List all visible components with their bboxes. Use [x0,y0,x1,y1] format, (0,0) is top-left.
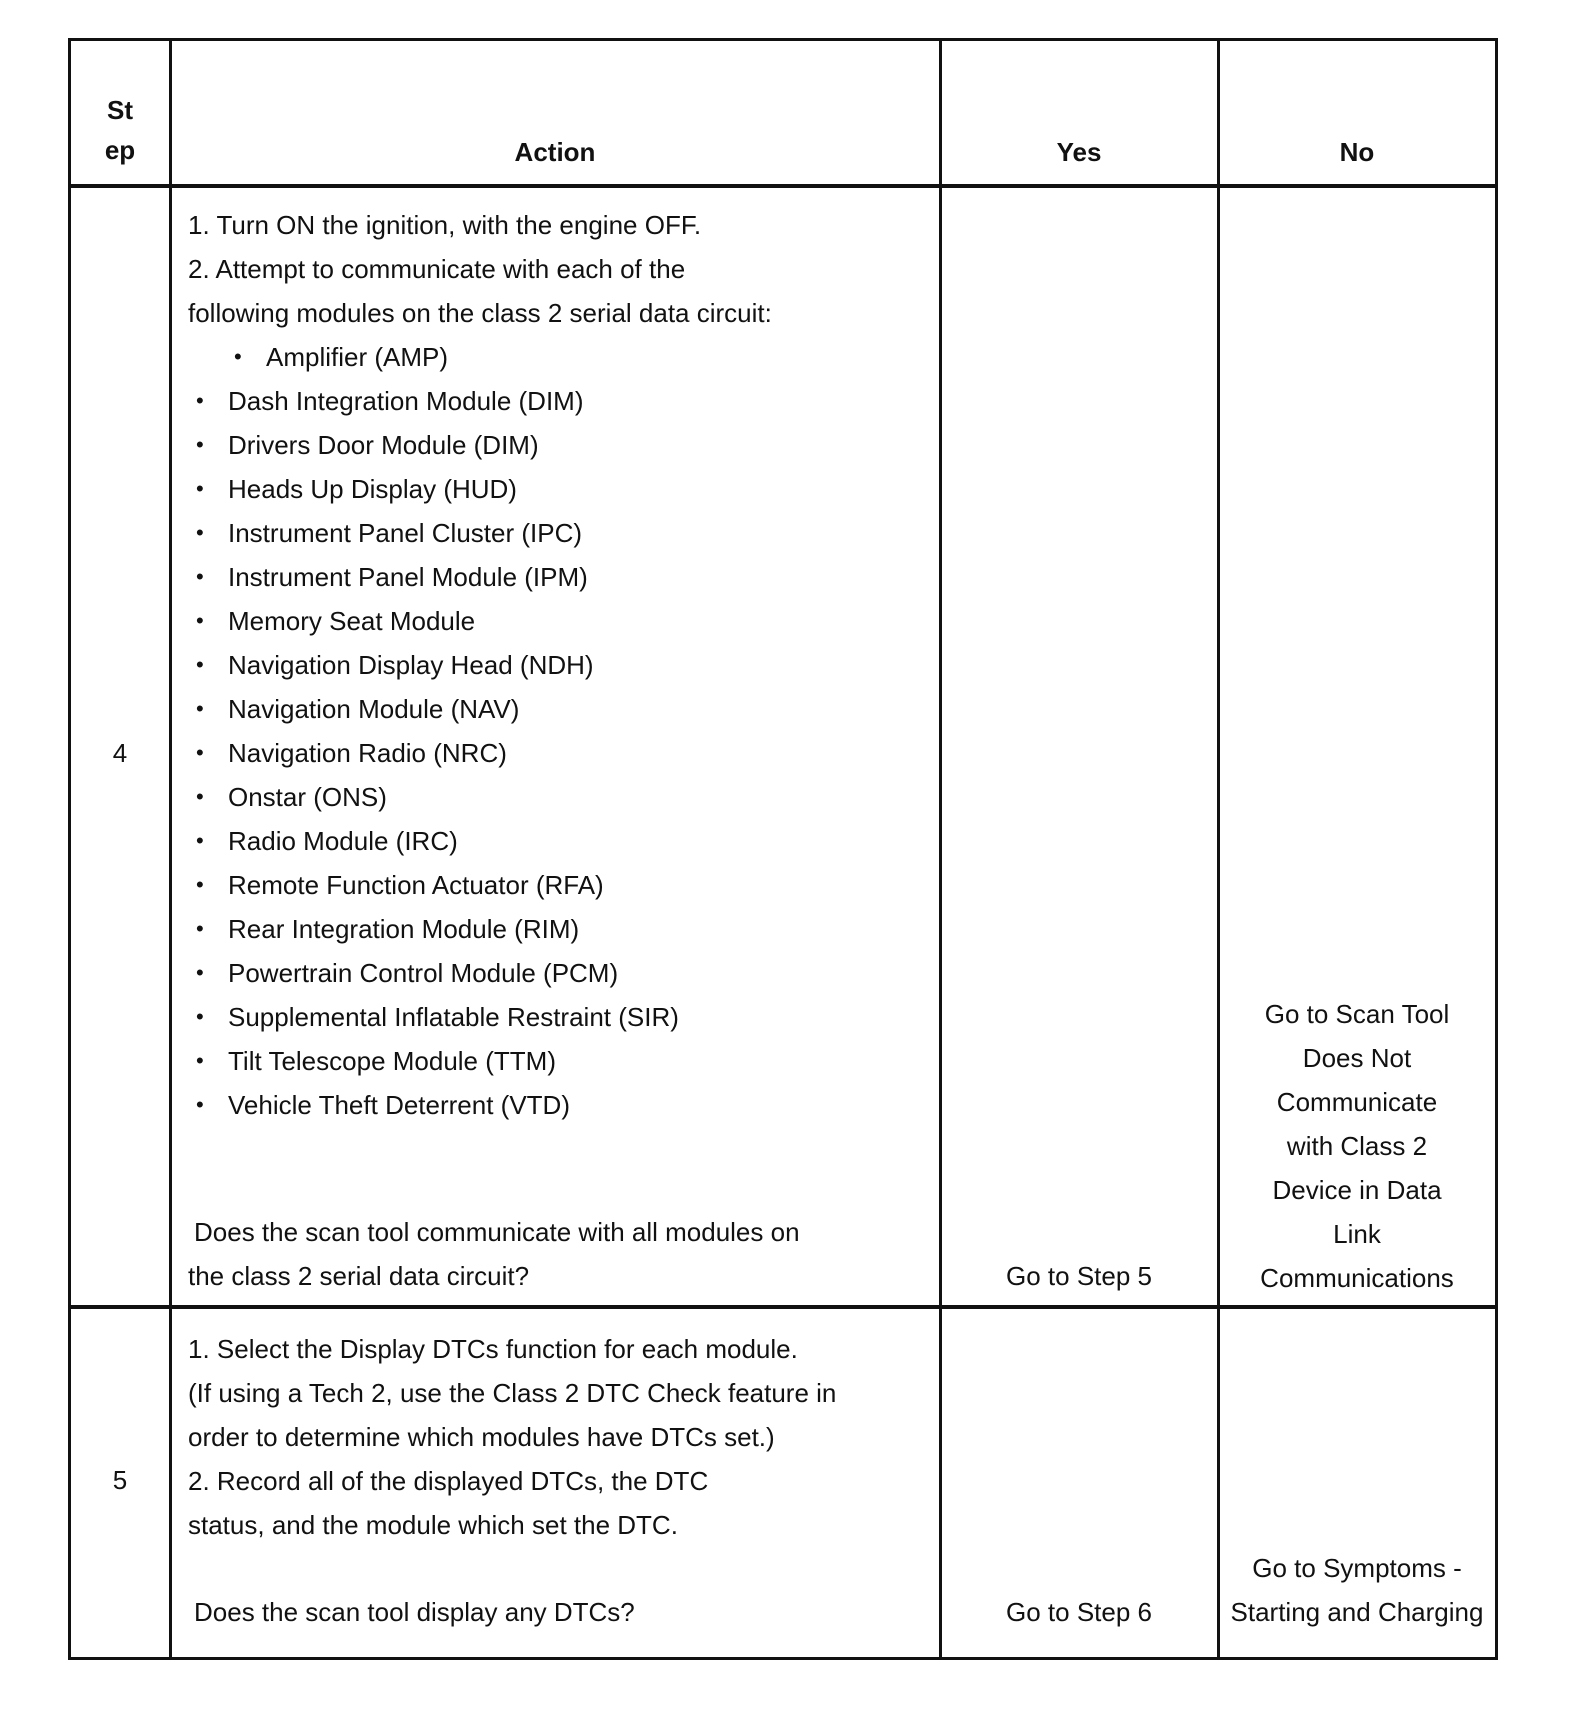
question-line: Does the scan tool communicate with all modules on [194,1217,800,1247]
module-item: • Remote Function Actuator (RFA) [228,863,604,907]
module-item: • Supplemental Inflatable Restraint (SIR) [228,995,679,1039]
header-action: Action [514,137,596,167]
column-divider-step [169,38,172,1660]
module-item: • Vehicle Theft Deterrent (VTD) [228,1083,570,1127]
module-item: • Tilt Telescope Module (TTM) [228,1039,556,1083]
module-item: • Radio Module (IRC) [228,819,458,863]
no-result-step-4 [1220,992,1494,1300]
no-result-line: Communicate [1276,1087,1438,1117]
module-item: • Heads Up Display (HUD) [228,467,517,511]
column-divider-action [939,38,942,1660]
module-item: • Memory Seat Module [228,599,475,643]
yes-result-step-4: Go to Step 5 [1006,1261,1152,1291]
no-result-line: Device in Data [1272,1175,1442,1205]
module-item: • Amplifier (AMP) [266,335,448,379]
header-step-line1: St [107,95,133,125]
module-item: • Instrument Panel Cluster (IPC) [228,511,582,555]
no-result-line: Communications [1260,1263,1454,1293]
header-step [72,90,168,170]
action-line: following modules on the class 2 serial data circuit: [188,298,772,328]
question-line: the class 2 serial data circuit? [188,1261,530,1291]
table-border-left [68,38,71,1660]
no-result-line: Go to Symptoms - [1252,1553,1462,1583]
no-result-line: Does Not [1302,1043,1412,1073]
table-border-right [1495,38,1498,1660]
diagnostic-table [68,38,1498,1660]
yes-result-step-5: Go to Step 6 [1006,1597,1152,1627]
module-item: • Dash Integration Module (DIM) [228,379,583,423]
module-item: • Navigation Radio (NRC) [228,731,507,775]
action-line: 1. Turn ON the ignition, with the engine OFF. [188,210,702,240]
step-number-4: 4 [112,738,128,768]
step-number-5: 5 [112,1465,128,1495]
action-cell-step-5 [188,38,938,1656]
header-no: No [1339,137,1375,167]
action-line: 2. Attempt to communicate with each of the [188,254,686,284]
action-line: (If using a Tech 2, use the Class 2 DTC Check feature in [188,1378,837,1408]
no-result-line: Go to Scan Tool [1264,999,1450,1029]
header-yes: Yes [1056,137,1102,167]
action-line: 2. Record all of the displayed DTCs, the DTC [188,1466,709,1496]
column-divider-yes [1217,38,1220,1660]
module-item: • Powertrain Control Module (PCM) [228,951,618,995]
module-item: • Drivers Door Module (DIM) [228,423,539,467]
module-item: • Rear Integration Module (RIM) [228,907,579,951]
no-result-step-5 [1220,1546,1494,1634]
action-line: order to determine which modules have DTCs set.) [188,1422,775,1452]
table-border-bottom [68,1657,1498,1660]
action-line: 1. Select the Display DTCs function for each module. [188,1334,798,1364]
no-result-line: Link [1333,1219,1381,1249]
no-result-line: Starting and Charging [1230,1597,1484,1627]
module-item: • Onstar (ONS) [228,775,387,819]
question-line: Does the scan tool display any DTCs? [194,1597,635,1627]
module-item: • Navigation Module (NAV) [228,687,519,731]
module-item: • Navigation Display Head (NDH) [228,643,594,687]
header-step-line2: ep [104,135,136,165]
no-result-line: with Class 2 [1286,1131,1428,1161]
module-item: • Instrument Panel Module (IPM) [228,555,588,599]
action-line: status, and the module which set the DTC. [188,1510,678,1540]
